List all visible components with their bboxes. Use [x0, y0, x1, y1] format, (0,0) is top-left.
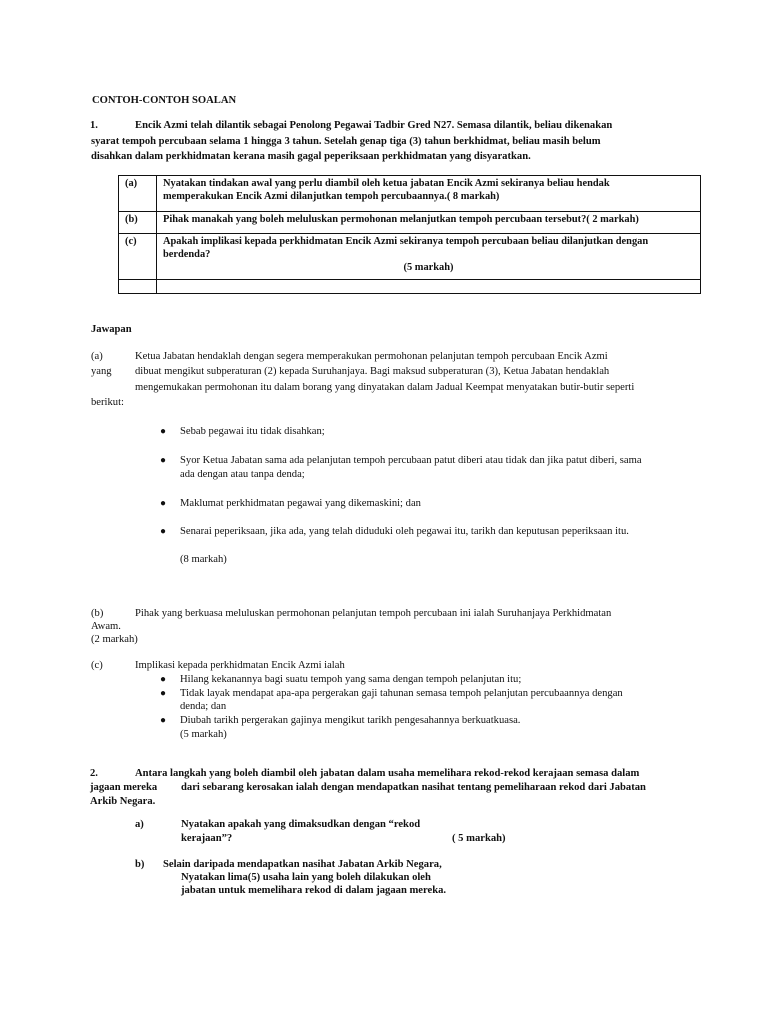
bullet-icon: ●: [160, 688, 167, 699]
subquestion-line: Apakah implikasi kepada perkhidmatan Encik Azmi sekiranya tempoh percubaan beliau dilanjutkan dengan: [163, 236, 649, 247]
answer-a-line-label: yang: [91, 366, 112, 377]
empty-cell: [119, 280, 157, 294]
answer-a-line: berikut:: [91, 397, 124, 408]
empty-cell: [157, 280, 701, 294]
question-2a-label: a): [135, 819, 144, 830]
answer-title: Jawapan: [91, 324, 132, 335]
subquestion-line: berdenda?: [163, 249, 211, 260]
subquestion-label: (c): [119, 234, 157, 280]
table-row: [119, 176, 701, 212]
subquestion-line: memperakukan Encik Azmi dilanjutkan tempoh percubaannya.( 8 markah): [163, 191, 500, 202]
answer-a-label: (a): [91, 351, 103, 362]
subquestion-label: (a): [119, 176, 157, 212]
subquestion-line: Nyatakan tindakan awal yang perlu diambil oleh ketua jabatan Encik Azmi sekiranya beliau hendak: [163, 178, 610, 189]
answer-a-marks: (8 markah): [180, 554, 227, 565]
answer-c-bullet-text: denda; dan: [180, 701, 227, 712]
question-2b-line: jabatan untuk memelihara rekod di dalam jagaan mereka.: [181, 885, 447, 896]
question-2-line: Antara langkah yang boleh diambil oleh jabatan dalam usaha memelihara rekod-rekod kerajaan semasa dalam: [135, 768, 640, 779]
subquestion-label: (b): [119, 212, 157, 234]
table-row: [119, 212, 701, 234]
question-2b-label: b): [135, 859, 145, 870]
question-2a-line: kerajaan”?: [181, 833, 233, 844]
page-heading: CONTOH-CONTOH SOALAN: [92, 95, 237, 106]
answer-a-line: mengemukakan permohonan itu dalam borang yang dinyatakan dalam Jadual Keempat menyatakan butir-butir seperti: [135, 382, 635, 393]
answer-c-marks: (5 markah): [180, 729, 227, 740]
subquestion-marks: (5 markah): [403, 262, 454, 273]
answer-c-bullet-text: Diubah tarikh pergerakan gajinya mengikut tarikh pengesahannya berkuatkuasa.: [180, 715, 521, 726]
answer-c-bullet-text: Tidak layak mendapat apa-apa pergerakan gaji tahunan semasa tempoh pelanjutan percubaannya dengan: [180, 688, 623, 699]
question-1-line: syarat tempoh percubaan selama 1 hingga 3 tahun. Setelah genap tiga (3) tahun berkhidmat, beliau masih belum: [91, 136, 601, 147]
question-2-line: dari sebarang kerosakan ialah dengan mendapatkan nasihat tentang pemeliharaan rekod dari Jabatan: [181, 782, 646, 793]
question-1-line: Encik Azmi telah dilantik sebagai Penolong Pegawai Tadbir Gred N27. Semasa dilantik, beliau dikenakan: [135, 120, 613, 131]
answer-a-line: dibuat mengikut subperaturan (2) kepada Suruhanjaya. Bagi maksud subperaturan (3), Ketua Jabatan hendaklah: [135, 366, 610, 377]
answer-c-bullet-text: Hilang kekanannya bagi suatu tempoh yang sama dengan tempoh pelanjutan itu;: [180, 674, 522, 685]
question-1-number: 1.: [90, 120, 98, 131]
answer-b-label: (b): [91, 608, 104, 619]
subquestion-text: [157, 212, 701, 234]
subquestion-line: Pihak manakah yang boleh meluluskan permohonan melanjutkan tempoh percubaan tersebut?( 2 markah): [163, 214, 639, 225]
answer-a-bullet-text: ada dengan atau tanpa denda;: [180, 469, 305, 480]
table-row: [119, 234, 701, 280]
answer-b-line: Awam.: [91, 621, 121, 632]
answer-b-line: Pihak yang berkuasa meluluskan permohonan pelanjutan tempoh percubaan ini ialah Suruhanjaya Perkhidmatan: [135, 608, 612, 619]
question-2b-line: Nyatakan lima(5) usaha lain yang boleh dilakukan oleh: [181, 872, 431, 883]
question-2-number: 2.: [90, 768, 98, 779]
answer-a-line: Ketua Jabatan hendaklah dengan segera memperakukan permohonan pelanjutan tempoh percubaan Encik Azmi: [135, 351, 608, 362]
bullet-icon: ●: [160, 526, 167, 537]
answer-c-intro: Implikasi kepada perkhidmatan Encik Azmi ialah: [135, 660, 345, 671]
answer-b-marks: (2 markah): [91, 634, 138, 645]
bullet-icon: ●: [160, 715, 167, 726]
bullet-icon: ●: [160, 498, 167, 509]
table-row: [119, 280, 701, 294]
question-1-line: disahkan dalam perkhidmatan kerana masih gagal peperiksaan perkhidmatan yang disyaratkan.: [91, 151, 531, 162]
subquestion-text: [157, 176, 701, 212]
subquestion-text: [157, 234, 701, 280]
answer-a-bullet-text: Senarai peperiksaan, jika ada, yang telah diduduki oleh pegawai itu, tarikh dan keputusan peperiksaan itu.: [180, 526, 629, 537]
question-2b-line: Selain daripada mendapatkan nasihat Jabatan Arkib Negara,: [163, 859, 442, 870]
bullet-icon: ●: [160, 455, 167, 466]
answer-a-bullet-text: Maklumat perkhidmatan pegawai yang dikemaskini; dan: [180, 498, 421, 509]
answer-a-bullet-text: Syor Ketua Jabatan sama ada pelanjutan tempoh percubaan patut diberi atau tidak dan jika patut diberi, sama: [180, 455, 642, 466]
question-2-line: jagaan mereka: [90, 782, 158, 793]
bullet-icon: ●: [160, 426, 167, 437]
question-2a-line: Nyatakan apakah yang dimaksudkan dengan “rekod: [181, 819, 421, 830]
answer-c-label: (c): [91, 660, 103, 671]
question-2a-marks: ( 5 markah): [452, 833, 506, 844]
bullet-icon: ●: [160, 674, 167, 685]
question-2-line: Arkib Negara.: [90, 796, 156, 807]
question-1-subquestions-table: [118, 175, 701, 294]
answer-a-bullet-text: Sebab pegawai itu tidak disahkan;: [180, 426, 325, 437]
